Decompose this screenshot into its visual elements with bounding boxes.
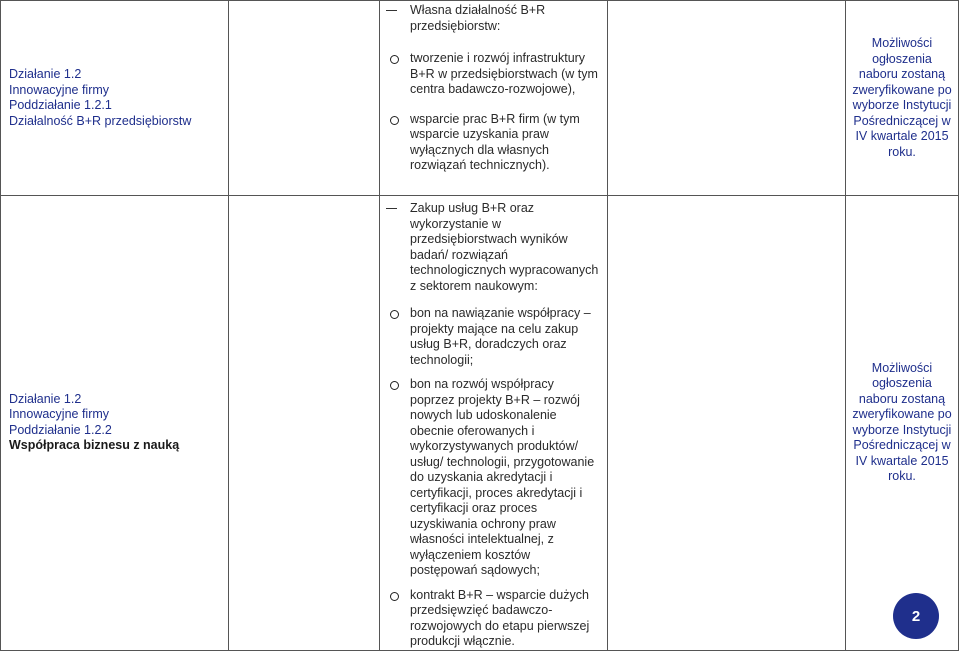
description-intro: Własna działalność B+R przedsiębiorstw: xyxy=(410,3,546,33)
table-row xyxy=(1,196,959,651)
note-cell xyxy=(846,1,959,196)
action-line: Innowacyjne firmy xyxy=(9,82,110,97)
list-item: kontrakt B+R – wsparcie dużych przedsięwzięć badawczo-rozwojowych do etapu pierwszej produkcji włącznie. xyxy=(380,588,607,650)
action-line: Działanie 1.2 xyxy=(9,67,82,81)
empty-cell xyxy=(229,196,380,651)
bullet-icon xyxy=(390,310,399,319)
action-cell xyxy=(1,196,229,651)
recruitment-note: Możliwości ogłoszenia naboru zostaną zweryfikowane po wyborze Instytucji Pośredniczącej w IV kwartale 2015 roku. xyxy=(852,360,952,484)
action-line: Poddziałanie 1.2.2 xyxy=(9,422,112,437)
empty-cell xyxy=(229,1,380,196)
empty-cell xyxy=(608,196,846,651)
description-cell xyxy=(380,1,608,196)
dash-marker xyxy=(386,10,397,11)
bullet-icon xyxy=(390,592,399,601)
recruitment-note: Możliwości ogłoszenia naboru zostaną zweryfikowane po wyborze Instytucji Pośredniczącej w IV kwartale 2015 roku. xyxy=(852,36,952,159)
page-number-badge: 2 xyxy=(893,593,939,639)
subaction-name: Współpraca biznesu z nauką xyxy=(9,438,180,453)
bullet-icon xyxy=(390,55,399,64)
description-intro: Zakup usług B+R oraz wykorzystanie w przedsiębiorstwach wyników badań/ rozwiązań technologicznych wypracowanych z sektorem naukowym: xyxy=(410,201,599,293)
note-cell xyxy=(846,196,959,651)
bullet-icon xyxy=(390,381,399,390)
action-line: Poddziałanie 1.2.1 xyxy=(9,98,112,112)
description-cell xyxy=(380,196,608,651)
list-item: wsparcie prac B+R firm (w tym wsparcie uzyskania praw wyłącznych dla własnych rozwiązań technicznych). xyxy=(380,112,607,174)
table-row xyxy=(1,1,959,196)
action-line: Innowacyjne firmy xyxy=(9,407,110,422)
dash-marker xyxy=(386,208,397,209)
list-item: bon na nawiązanie współpracy – projekty mające na celu zakup usług B+R, doradczych oraz technologii; xyxy=(380,306,607,368)
action-cell xyxy=(1,1,229,196)
empty-cell xyxy=(608,1,846,196)
list-item: bon na rozwój współpracy poprzez projekty B+R – rozwój nowych lub udoskonalenie obecnie oferowanych i wykorzystywanych produktów/ usług/ technologii, przygotowanie do uzyskania akredytacji i certyfikacji, proces akredytacji i certyfikacji oraz proces uzyskiwania ochrony praw własności intelektualnej, z wyłączeniem kosztów postępowań sądowych; xyxy=(380,377,607,579)
subaction-name: Działalność B+R przedsiębiorstw xyxy=(9,113,192,128)
list-item: tworzenie i rozwój infrastruktury B+R w przedsiębiorstwach (w tym centra badawczo-rozwojowe), xyxy=(380,51,607,98)
bullet-icon xyxy=(390,116,399,125)
action-line: Działanie 1.2 xyxy=(9,391,82,406)
